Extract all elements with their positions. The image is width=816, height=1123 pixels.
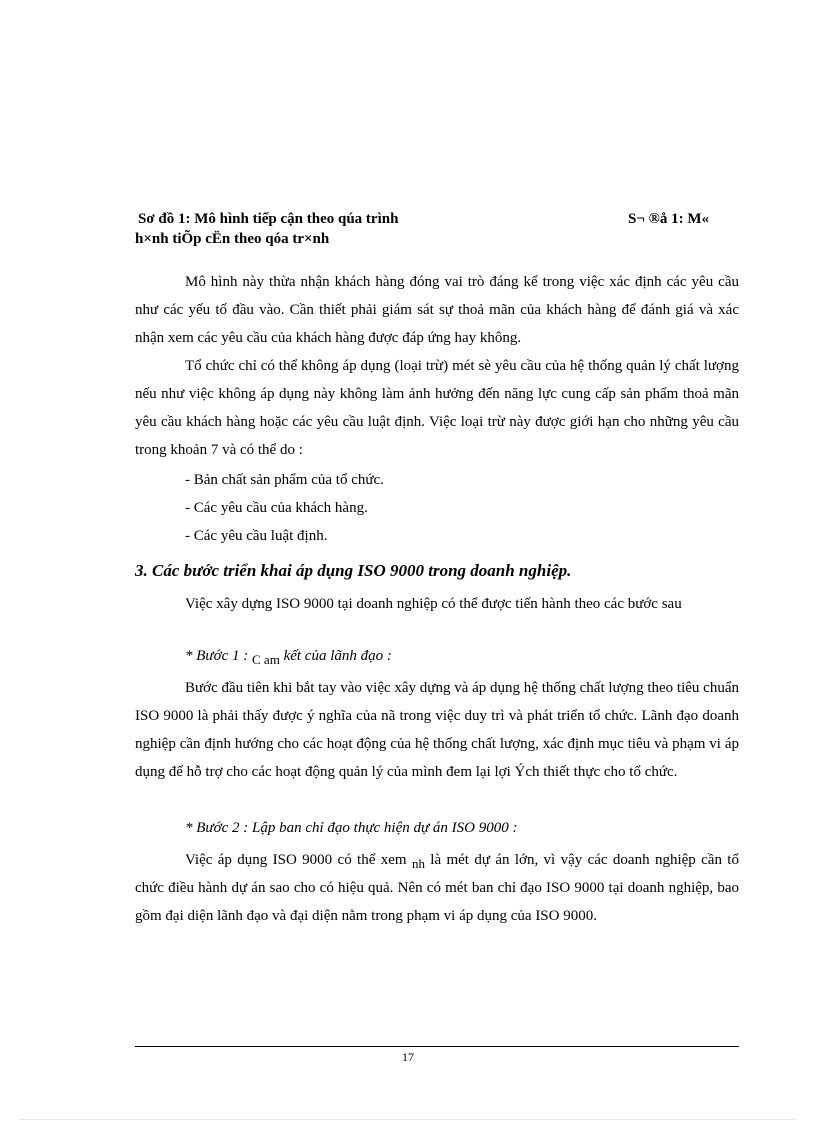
section-intro: Việc xây dựng ISO 9000 tại doanh nghiệp có thể được tiến hành theo các bước sau [185,596,682,612]
footer-rule [135,1046,739,1047]
section-heading: 3. Các bước triển khai áp dụng ISO 9000 trong doanh nghiệp. [135,561,572,580]
page-edge-divider [20,1119,796,1120]
figure-caption: Sơ đồ 1: Mô hình tiếp cận theo qúa trình [138,211,399,227]
step-2-body: Việc áp dụng ISO 9000 có thể xem nh là mét dự án lớn, vì vậy các doanh nghiệp cần tổ chức điều hành dự án sao cho có hiệu quả. Nên có mét ban chỉ đạo ISO 9000 tại doanh nghiệp, bao gồm đại diện lãnh đạo và đại diện nằm trong phạm vi áp dụng của ISO 9000. [135,852,739,924]
step-1-title: * Bước 1 : C am kết của lãnh đạo : [185,648,392,667]
figure-caption-garbled: S¬ ®å 1: M« [628,211,709,227]
page-number: 17 [402,1050,414,1064]
paragraph-2: Tổ chức chỉ có thể không áp dụng (loại trừ) mét sè yêu cầu của hệ thống quản lý chất lượng nếu như việc không áp dụng này không làm ảnh hưởng đến năng lực cung cấp sản phẩm thoả mãn yêu cầu khách hàng hoặc các yêu cầu luật định. Việc loại trừ này được giới hạn cho những yêu cầu trong khoản 7 và có thể do : [135,358,739,458]
bullet-item: - Các yêu cầu luật định. [185,528,328,544]
bullet-item: - Bản chất sản phẩm của tổ chức. [185,472,384,488]
step-1-body: Bước đầu tiên khi bắt tay vào việc xây dựng và áp dụng hệ thống chất lượng theo tiêu chuẩn ISO 9000 là phải thấy được ý nghĩa của nã trong việc duy trì và phát triển tổ chức. Lãnh đạo doanh nghiệp cần định hướng cho các hoạt động của hệ thống chất lượng, xác định mục tiêu và phạm vi áp dụng để hỗ trợ cho các hoạt động quản lý của mình đem lại lợi Ých thiết thực cho tổ chức. [135,680,739,780]
paragraph-1: Mô hình này thừa nhận khách hàng đóng vai trò đáng kể trong việc xác định các yêu cầu như các yếu tố đầu vào. Cần thiết phải giám sát sự thoả mãn của khách hàng để đánh giá và xác nhận xem các yêu cầu của khách hàng được đáp ứng hay không. [135,274,739,346]
step-2-title: * Bước 2 : Lập ban chỉ đạo thực hiện dự án ISO 9000 : [185,820,518,836]
bullet-item: - Các yêu cầu của khách hàng. [185,500,368,516]
figure-caption-garbled-cont: h×nh tiÕp cËn theo qóa tr×nh [135,231,330,247]
